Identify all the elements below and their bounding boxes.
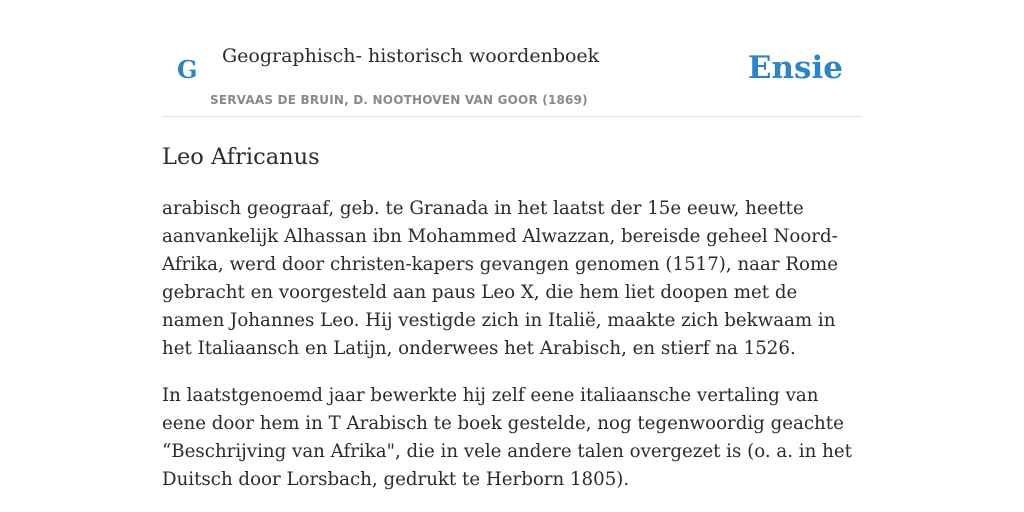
ensie-logo-link[interactable]: Ensie xyxy=(747,50,843,86)
page xyxy=(162,0,862,494)
book-letter-link[interactable]: G xyxy=(177,55,198,84)
entry-body xyxy=(162,195,862,494)
book-title-link[interactable]: Geographisch- historisch woordenboek xyxy=(222,45,600,67)
header xyxy=(162,0,862,117)
entry-title: Leo Africanus xyxy=(162,144,320,170)
book-authors: SERVAAS DE BRUIN, D. NOOTHOVEN VAN GOOR (1869) xyxy=(210,93,588,107)
entry-paragraph: arabisch geograaf, geb. te Granada in het laatst der 15e eeuw, heette aanvankelijk Alhassan ibn Mohammed Alwazzan, bereisde geheel Noord-Afrika, werd door christen-kapers gevangen genomen (1517), naar Rome gebracht en voorgesteld aan paus Leo X, die hem liet doopen met de namen Johannes Leo. Hij vestigde zich in Italië, maakte zich bekwaam in het Italiaansch en Latijn, onderwees het Arabisch, en stierf na 1526. xyxy=(162,198,838,359)
entry-paragraph: In laatstgenoemd jaar bewerkte hij zelf eene italiaansche vertaling van eene door hem in T Arabisch te boek gestelde, nog tegenwoordig geachte “Beschrijving van Afrika", die in vele andere talen overgezet is (o. a. in het Duitsch door Lorsbach, gedrukt te Herborn 1805). xyxy=(162,385,852,490)
